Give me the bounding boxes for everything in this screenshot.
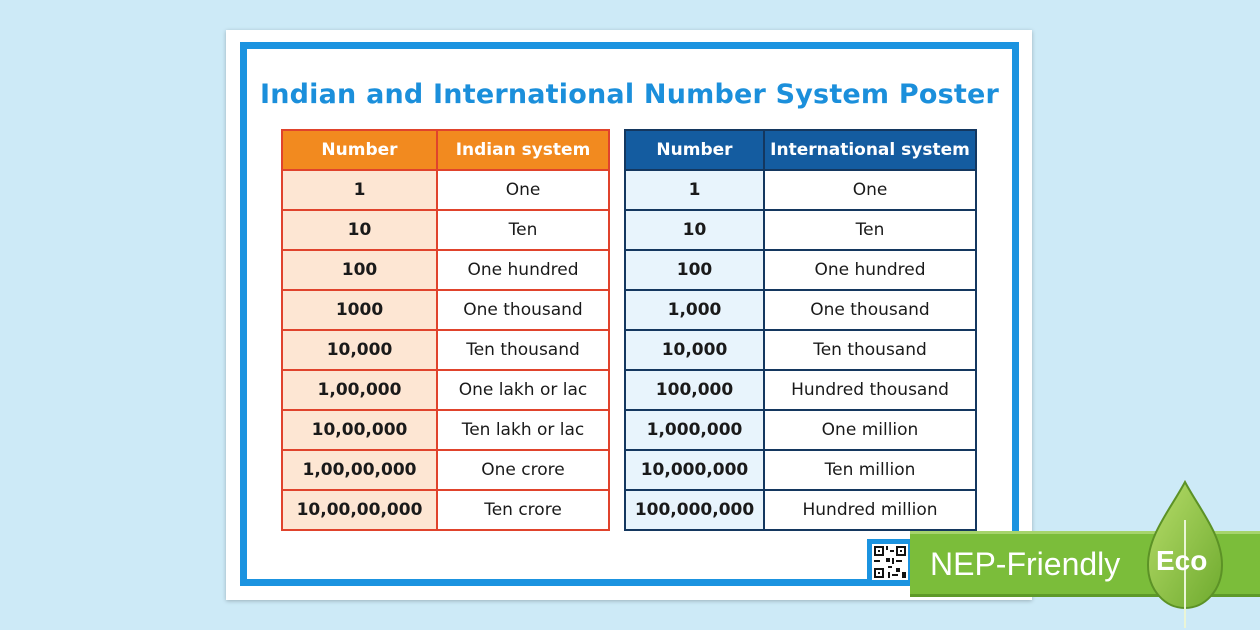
indian-words-cell: One lakh or lac [437,370,609,410]
table-row [625,170,976,210]
table-header-row [282,130,609,170]
table-row [282,170,609,210]
indian-words-cell: Ten thousand [437,330,609,370]
table-row [282,250,609,290]
intl-number-cell: 1,000,000 [625,410,764,450]
table-row [625,370,976,410]
intl-number-header: Number [625,130,764,170]
indian-words-cell: One thousand [437,290,609,330]
table-row [625,250,976,290]
indian-number-cell: 10 [282,210,437,250]
indian-system-table [281,129,610,531]
intl-words-cell: Ten thousand [764,330,976,370]
indian-number-cell: 1,00,000 [282,370,437,410]
table-row [282,450,609,490]
indian-number-header: Number [282,130,437,170]
indian-words-cell: One hundred [437,250,609,290]
table-row [282,290,609,330]
intl-number-cell: 10,000 [625,330,764,370]
intl-words-cell: One [764,170,976,210]
indian-words-cell: Ten [437,210,609,250]
intl-words-cell: Hundred million [764,490,976,530]
table-row [625,490,976,530]
intl-words-cell: Hundred thousand [764,370,976,410]
table-header-row [625,130,976,170]
indian-number-cell: 100 [282,250,437,290]
indian-words-cell: One [437,170,609,210]
indian-words-cell: Ten crore [437,490,609,530]
table-row [625,450,976,490]
intl-number-cell: 100,000,000 [625,490,764,530]
intl-number-cell: 10 [625,210,764,250]
nep-friendly-label: NEP-Friendly [930,546,1121,582]
table-row [625,290,976,330]
indian-system-header: Indian system [437,130,609,170]
indian-words-cell: One crore [437,450,609,490]
indian-number-cell: 10,00,00,000 [282,490,437,530]
indian-number-cell: 1000 [282,290,437,330]
intl-words-cell: One thousand [764,290,976,330]
table-row [625,210,976,250]
poster-sheet [226,30,1032,600]
table-row [282,410,609,450]
intl-words-cell: One hundred [764,250,976,290]
poster-frame [240,42,1019,586]
poster-title: Indian and International Number System Poster [259,79,1000,110]
qr-code-icon[interactable] [867,539,913,585]
table-row [625,410,976,450]
table-row [282,210,609,250]
table-row [282,490,609,530]
table-row [282,330,609,370]
indian-number-cell: 1 [282,170,437,210]
intl-number-cell: 10,000,000 [625,450,764,490]
intl-words-cell: Ten [764,210,976,250]
indian-number-cell: 10,000 [282,330,437,370]
table-row [282,370,609,410]
eco-label: Eco [1156,545,1208,576]
table-row [625,330,976,370]
indian-words-cell: Ten lakh or lac [437,410,609,450]
intl-words-cell: One million [764,410,976,450]
indian-number-cell: 1,00,00,000 [282,450,437,490]
intl-number-cell: 1 [625,170,764,210]
qr-code-graphic [872,544,908,580]
intl-system-header: International system [764,130,976,170]
international-system-table [624,129,977,531]
intl-number-cell: 100,000 [625,370,764,410]
intl-number-cell: 1,000 [625,290,764,330]
intl-words-cell: Ten million [764,450,976,490]
intl-number-cell: 100 [625,250,764,290]
indian-number-cell: 10,00,000 [282,410,437,450]
